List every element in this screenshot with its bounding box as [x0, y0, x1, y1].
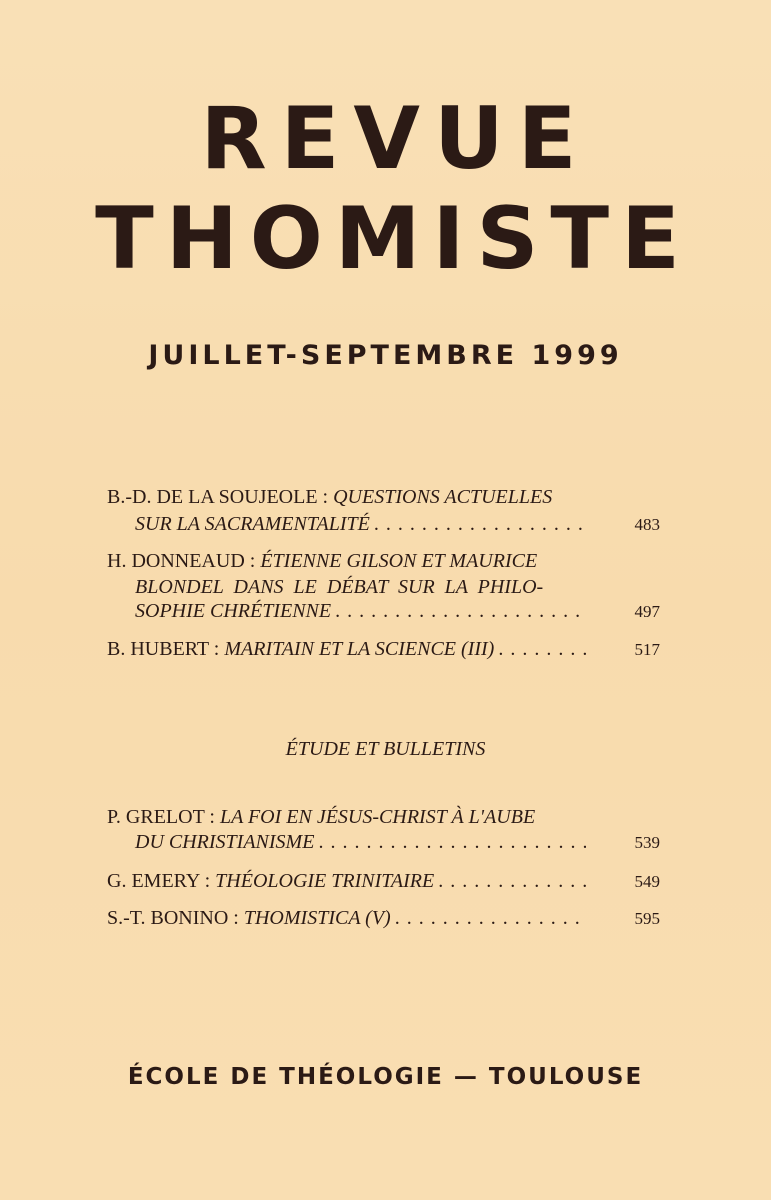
toc-entry-line — [107, 905, 660, 932]
publisher: ÉCOLE DE THÉOLOGIE — TOULOUSE — [127, 1064, 644, 1090]
toc-page: 539 — [634, 833, 660, 852]
section-heading: ÉTUDE ET BULLETINS — [285, 738, 486, 760]
toc-title: THÉOLOGIE TRINITAIRE — [215, 870, 435, 892]
toc-entry-line — [135, 574, 660, 600]
toc-title: QUESTIONS ACTUELLES — [333, 486, 553, 508]
journal-title-line1: REVUE — [200, 89, 591, 189]
dot-leader — [438, 868, 586, 894]
toc-page: 497 — [634, 602, 660, 621]
toc-page: 549 — [634, 872, 660, 891]
toc-entry-line — [107, 484, 660, 510]
toc-entry-line — [107, 804, 660, 830]
dot-leader — [395, 905, 586, 931]
toc-title: SOPHIE CHRÉTIENNE — [135, 600, 332, 622]
toc-author: H. DONNEAUD : — [107, 550, 256, 572]
toc-page: 595 — [634, 909, 660, 928]
toc-title: SUR LA SACRAMENTALITÉ — [135, 513, 370, 535]
toc-entry-line — [107, 636, 660, 663]
toc-author: B. HUBERT : — [107, 638, 220, 660]
toc-entry-line — [107, 548, 660, 574]
toc-entry-line — [107, 868, 660, 895]
toc-author: P. GRELOT : — [107, 806, 215, 828]
toc-title: THOMISTICA (V) — [243, 907, 391, 929]
toc-title: ÉTIENNE GILSON ET MAURICE — [260, 550, 538, 572]
toc-author: B.-D. DE LA SOUJEOLE : — [107, 486, 329, 508]
dot-leader — [498, 636, 586, 662]
issue-date: JUILLET-SEPTEMBRE 1999 — [148, 340, 623, 371]
toc-page: 517 — [634, 640, 660, 659]
toc-entry-line — [135, 598, 660, 625]
dot-leader — [335, 598, 586, 624]
toc-title: DU CHRISTIANISME — [135, 831, 315, 853]
dot-leader — [374, 511, 586, 537]
toc-title: BLONDEL DANS LE DÉBAT SUR LA PHILO- — [135, 576, 544, 598]
toc-title: LA FOI EN JÉSUS-CHRIST À L'AUBE — [219, 806, 536, 828]
journal-title-line2: THOMISTE — [95, 189, 692, 289]
toc-title: MARITAIN ET LA SCIENCE (III) — [224, 638, 495, 660]
toc-author: S.-T. BONINO : — [107, 907, 239, 929]
toc-entry-line — [135, 829, 660, 856]
toc-entry-line — [135, 511, 660, 538]
dot-leader — [318, 829, 586, 855]
toc-author: G. EMERY : — [107, 870, 211, 892]
toc-page: 483 — [634, 515, 660, 534]
